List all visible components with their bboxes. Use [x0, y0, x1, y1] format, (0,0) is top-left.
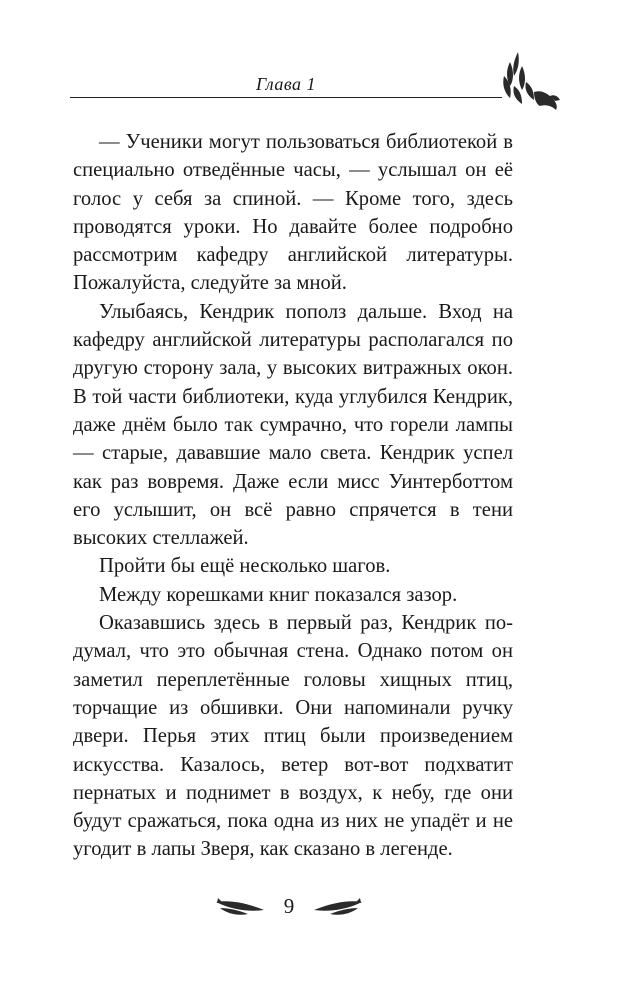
paragraph: Оказавшись здесь в первый раз, Кендрик подумал, что это обычная стена. Однако потом он заметил переплетённые головы хищных птиц, торчащие из обшивки. Они напоминали ручку двери. Перья этих птиц были произведением искусства. Казалось, ветер вот-вот подхватит пернатых и поднимет в воздух, к небу, где они будут сражаться, пока одна из них не упадёт и не угодит в лапы Зверя, как сказано в легенде. [73, 612, 513, 861]
paragraph: — Ученики могут пользоваться библиотекой в специально отведённые часы, — услышал он её голос у себя за спиной. — Кроме того, здесь проводятся уроки. Но давайте более подробно рассмотрим кафедру английской литературы. Пожалуйста, следуйте за мной. [73, 131, 513, 295]
feather-right-icon [312, 896, 364, 918]
header-rule [70, 97, 502, 98]
paragraph: Пройти бы ещё несколько шагов. [99, 555, 391, 578]
eagle-wing-icon [500, 46, 560, 120]
feather-left-icon [214, 896, 266, 918]
chapter-title: Глава 1 [255, 74, 317, 94]
page-header [0, 0, 618, 120]
paragraph: Между корешками книг показался зазор. [99, 583, 458, 606]
paragraph: Улыбаясь, Кендрик пополз дальше. Вход на кафедру английской литературы располагался по другую сторону зала, у высоких витражных окон. В той части библиотеки, куда углубился Кендрик, даже днём было так сумрачно, что горели лампы — старые, дававшие мало света. Кендрик успел как раз вовремя. Даже если мисс Уинтерботтом его услышит, он всё равно спрячется в тени высоких стеллажей. [73, 300, 513, 550]
page-number: 9 [283, 894, 295, 918]
body-text [73, 128, 513, 864]
page-footer [0, 890, 618, 930]
